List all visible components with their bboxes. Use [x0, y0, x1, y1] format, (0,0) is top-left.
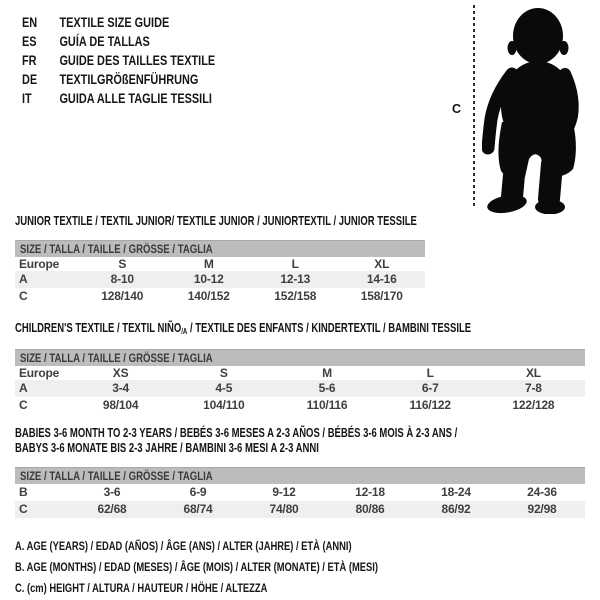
age-cell: 24-36 — [527, 485, 557, 499]
table-row-height — [15, 501, 585, 518]
height-cell: 80/86 — [355, 502, 385, 516]
table-row-europe — [15, 257, 425, 271]
language-title-list — [22, 13, 270, 108]
height-cell: 86/92 — [441, 502, 471, 516]
legend-notes — [15, 536, 480, 599]
height-cell: 104/110 — [203, 398, 245, 412]
size-cell: S — [118, 257, 127, 271]
height-cell: 62/68 — [97, 502, 127, 516]
table-row-europe — [15, 366, 585, 380]
table-row-age — [15, 271, 425, 288]
age-cell: 4-5 — [215, 381, 233, 395]
language-row-es — [22, 32, 215, 51]
language-title: TEXTILE SIZE GUIDE — [59, 14, 170, 30]
language-title: GUIDA ALLE TAGLIE TESSILI — [59, 90, 212, 106]
height-cell: 152/158 — [274, 289, 317, 303]
row-label: C — [19, 289, 28, 303]
height-cell: 92/98 — [527, 502, 557, 516]
height-cell: 110/116 — [306, 398, 348, 412]
size-cell: XL — [374, 257, 390, 271]
size-cell: L — [291, 257, 299, 271]
height-cell: 116/122 — [409, 398, 451, 412]
age-cell: 3-4 — [112, 381, 129, 395]
height-cell: 128/140 — [101, 289, 144, 303]
height-reference-label: C — [452, 102, 462, 116]
babies-size-table — [15, 467, 585, 518]
age-cell: 5-6 — [318, 381, 336, 395]
junior-size-table — [15, 240, 425, 305]
age-cell: 9-12 — [272, 485, 296, 499]
children-size-table — [15, 349, 585, 414]
size-cell: XS — [112, 366, 129, 380]
language-row-en — [22, 13, 215, 32]
age-cell: 10-12 — [193, 272, 224, 286]
language-code: ES — [22, 33, 37, 49]
table-row-height — [15, 397, 585, 414]
size-cell: L — [426, 366, 434, 380]
row-label: Europe — [19, 257, 60, 271]
language-row-it — [22, 89, 215, 108]
age-cell: 3-6 — [103, 485, 121, 499]
table-row-age-months — [15, 484, 585, 501]
row-label: A — [19, 381, 28, 395]
table-row-height — [15, 288, 425, 305]
toddler-silhouette-icon — [482, 6, 586, 214]
language-title: TEXTILGRÖßENFÜHRUNG — [59, 71, 199, 87]
subscript: /A — [181, 327, 188, 336]
language-code: IT — [22, 90, 32, 106]
row-label: A — [19, 272, 28, 286]
height-cell: 158/170 — [360, 289, 403, 303]
age-cell: 18-24 — [441, 485, 471, 499]
language-title: GUIDE DES TAILLES TEXTILE — [59, 52, 216, 68]
size-cell: M — [322, 366, 332, 380]
height-cell: 98/104 — [102, 398, 139, 412]
language-row-de — [22, 70, 215, 89]
babies-section-title: BABIES 3-6 MONTH TO 2-3 YEARS / BEBÉS 3-6 MESES A 2-3 AÑOS / BÉBÉS 3-6 MOIS À 2-3 ANS / BABYS 3-6 MONATE BIS 2-3 JAHRE / BAMBINI 3-6 MESI A 2-3 ANNI — [15, 426, 458, 455]
language-title: GUÍA DE TALLAS — [59, 33, 150, 49]
size-cell: S — [219, 366, 228, 380]
legend-b: B. AGE (MONTHS) / EDAD (MESES) / ÂGE (MOIS) / ALTER (MONATE) / ETÀ (MESI) — [15, 560, 378, 574]
legend-a: A. AGE (YEARS) / EDAD (AÑOS) / ÂGE (ANS) / ALTER (JAHRE) / ETÀ (ANNI) — [15, 539, 352, 553]
height-cell: 140/152 — [187, 289, 230, 303]
height-cell: 68/74 — [183, 502, 213, 516]
row-label: B — [19, 485, 28, 499]
age-cell: 6-7 — [421, 381, 439, 395]
size-cell: XL — [525, 366, 541, 380]
language-row-fr — [22, 51, 215, 70]
language-code: EN — [22, 14, 38, 30]
row-label: C — [19, 398, 28, 412]
height-dashed-line — [473, 5, 475, 206]
age-cell: 12-18 — [355, 485, 385, 499]
size-cell: M — [203, 257, 214, 271]
junior-section-title: JUNIOR TEXTILE / TEXTIL JUNIOR/ TEXTILE JUNIOR / JUNIORTEXTIL / JUNIOR TESSILE — [15, 214, 417, 228]
table-row-age — [15, 380, 585, 397]
size-header-bar: SIZE / TALLA / TAILLE / GRÖSSE / TAGLIA — [15, 467, 585, 484]
legend-c: C. (cm) HEIGHT / ALTURA / HAUTEUR / HÖHE / ALTEZZA — [15, 581, 268, 595]
row-label: Europe — [19, 366, 60, 380]
age-cell: 8-10 — [110, 272, 134, 286]
height-cell: 74/80 — [269, 502, 299, 516]
size-header-bar: SIZE / TALLA / TAILLE / GRÖSSE / TAGLIA — [15, 349, 585, 366]
age-cell: 6-9 — [189, 485, 207, 499]
children-section-title: CHILDREN'S TEXTILE / TEXTIL $NIÑO_{/A}$ / TEXTILE DES ENFANTS / KINDERTEXTIL / BAMBINI TESSILE — [15, 321, 472, 336]
row-label: C — [19, 502, 28, 516]
age-cell: 14-16 — [366, 272, 397, 286]
height-cell: 122/128 — [512, 398, 555, 412]
size-header-bar: SIZE / TALLA / TAILLE / GRÖSSE / TAGLIA — [15, 240, 425, 257]
age-cell: 12-13 — [280, 272, 311, 286]
age-cell: 7-8 — [525, 381, 542, 395]
language-code: FR — [22, 52, 37, 68]
language-code: DE — [22, 71, 38, 87]
